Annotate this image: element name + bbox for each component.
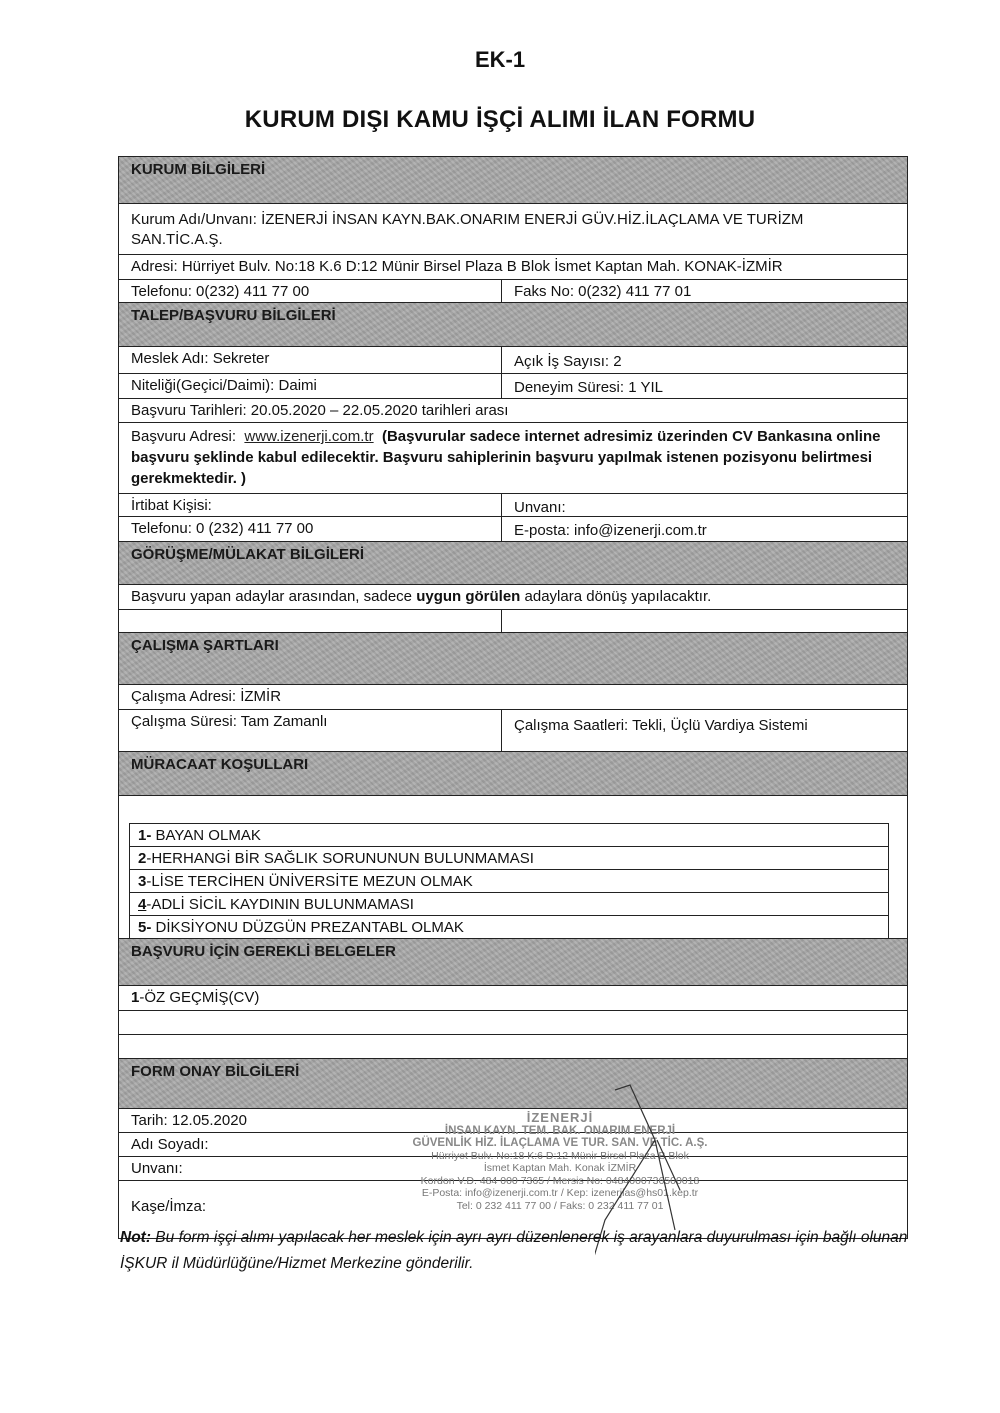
application-website-link[interactable]: www.izenerji.com.tr: [244, 428, 374, 445]
form-row: [119, 255, 907, 280]
occupation: Meslek Adı: Sekreter: [119, 347, 502, 373]
application-note: (Başvurular sadece internet adresimiz üzerinden CV Bankasına online başvuru şeklinde kabul edilecektir. Başvuru sahiplerinin başvuru yapılmak istenen pozisyonu belirtmesi gerekmektedir. ): [131, 428, 881, 487]
form-row: [119, 585, 907, 610]
condition-item: 5- DİKSİYONU DÜZGÜN PREZANTABL OLMAK: [138, 919, 464, 936]
form-row: [119, 710, 907, 752]
footer-note: [120, 1225, 910, 1277]
section-header-gorusme: GÖRÜŞME/MÜLAKAT BİLGİLERİ: [119, 542, 907, 585]
interview-text-before: Başvuru yapan adaylar arasından, sadece: [131, 588, 417, 605]
empty-cell: [119, 610, 502, 632]
stamp-line: İNSAN KAYN. TEM. BAK. ONARIM ENERJİ: [444, 1124, 676, 1137]
page-title: KURUM DIŞI KAMU İŞÇİ ALIMI İLAN FORMU: [244, 106, 756, 133]
approval-date: Tarih: 12.05.2020: [131, 1112, 247, 1129]
institution-fax: Faks No: 0(232) 411 77 01: [514, 283, 692, 300]
application-form: [118, 156, 908, 1239]
stamp-line: Hürriyet Bulv. No:18 K:6 D:12 Münir Birsel Plaza B Blok: [431, 1149, 689, 1162]
form-row: [119, 986, 907, 1011]
stamp-line: İsmet Kaptan Mah. Konak İZMİR: [483, 1162, 637, 1174]
condition-item: 2-HERHANGİ BİR SAĞLIK SORUNUNUN BULUNMAMASI: [130, 847, 888, 870]
form-row: [119, 280, 907, 303]
form-row-empty: [119, 610, 907, 633]
institution-name: Kurum Adı/Unvanı: İZENERJİ İNSAN KAYN.BAK.ONARIM ENERJİ GÜV.HİZ.İLAÇLAMA VE TURİZM SAN.TİC.A.Ş.: [131, 211, 804, 248]
application-address-label: Başvuru Adresi:: [131, 428, 237, 445]
contact-title: Unvanı:: [514, 499, 566, 516]
form-row: [119, 517, 907, 542]
empty-cell: [119, 1011, 907, 1034]
work-address: Çalışma Adresi: İZMİR: [131, 688, 282, 705]
institution-address: Adresi: Hürriyet Bulv. No:18 K.6 D:12 Münir Birsel Plaza B Blok İsmet Kaptan Mah. KONAK-İZMİR: [131, 258, 783, 275]
work-hours: Çalışma Saatleri: Tekli, Üçlü Vardiya Sistemi: [514, 717, 808, 734]
work-duration: Çalışma Süresi: Tam Zamanlı: [119, 710, 502, 751]
institution-phone: Telefonu: 0(232) 411 77 00: [119, 280, 502, 302]
contact-phone: Telefonu: 0 (232) 411 77 00: [119, 517, 502, 541]
section-header-calisma: ÇALIŞMA ŞARTLARI: [119, 633, 907, 685]
experience: Deneyim Süresi: 1 YIL: [514, 379, 663, 396]
stamp-line: Tel: 0 232 411 77 00 / Faks: 0 232 411 77 01: [456, 1199, 664, 1212]
form-row: [119, 494, 907, 517]
document-item: 1-ÖZ GEÇMİŞ(CV): [131, 989, 260, 1006]
conditions-container: [119, 796, 907, 939]
form-row: [119, 204, 907, 255]
empty-cell: [502, 610, 907, 632]
condition-item: 4-ADLİ SİCİL KAYDININ BULUNMAMASI: [130, 893, 888, 916]
condition-item: 1- BAYAN OLMAK: [130, 824, 888, 847]
approval-title: Unvanı:: [131, 1160, 183, 1177]
form-row: [119, 399, 907, 423]
section-header-kurum: KURUM BİLGİLERİ: [119, 157, 907, 204]
section-header-muracaat: MÜRACAAT KOŞULLARI: [119, 752, 907, 796]
interview-text-after: adaylara dönüş yapılacaktır.: [520, 588, 712, 605]
approval-name: Adı Soyadı:: [131, 1136, 209, 1153]
contact-email: E-posta: info@izenerji.com.tr: [514, 522, 707, 539]
form-row: [119, 374, 907, 399]
condition-item: 3-LİSE TERCİHEN ÜNİVERSİTE MEZUN OLMAK: [130, 870, 888, 893]
contact-person: İrtibat Kişisi:: [119, 494, 502, 516]
form-row: [119, 685, 907, 710]
section-header-talep: TALEP/BAŞVURU BİLGİLERİ: [119, 303, 907, 347]
empty-cell: [119, 1035, 907, 1058]
form-row: [119, 423, 907, 494]
conditions-list: [129, 823, 889, 938]
approval-stamp-signature: Kaşe/İmza:: [131, 1198, 207, 1215]
application-dates: Başvuru Tarihleri: 20.05.2020 – 22.05.2020 tarihleri arası: [131, 402, 509, 419]
section-header-belgeler: BAŞVURU İÇİN GEREKLİ BELGELER: [119, 939, 907, 986]
stamp-line: İZENERJİ: [526, 1110, 594, 1125]
interview-text-bold: uygun görülen: [416, 588, 521, 605]
open-positions: Açık İş Sayısı: 2: [514, 353, 622, 370]
annex-label: EK-1: [474, 47, 526, 72]
form-row-empty: [119, 1011, 907, 1035]
form-row-empty: [119, 1035, 907, 1059]
section-header-onay: FORM ONAY BİLGİLERİ: [119, 1059, 907, 1109]
nature: Niteliği(Geçici/Daimi): Daimi: [119, 374, 502, 398]
stamp-line: Kordon V.D. 484 000 7365 / Mersis No: 0484000736500018: [420, 1174, 700, 1187]
note-text: Bu form işçi alımı yapılacak her meslek için ayrı ayrı düzenlenerek iş arayanlara duyurulması için bağlı olunan İŞKUR il Müdürlüğüne/Hizmet Merkezine gönderilir.: [120, 1229, 908, 1272]
stamp-line: GÜVENLİK HİZ. İLAÇLAMA VE TUR. SAN. VE TİC. A.Ş.: [412, 1137, 708, 1149]
note-label: Not:: [120, 1229, 151, 1246]
interview-info: [119, 585, 907, 609]
stamp-line: E-Posta: info@izenerji.com.tr / Kep: izenerjias@hs01.kep.tr: [421, 1187, 699, 1199]
form-row: [119, 347, 907, 374]
